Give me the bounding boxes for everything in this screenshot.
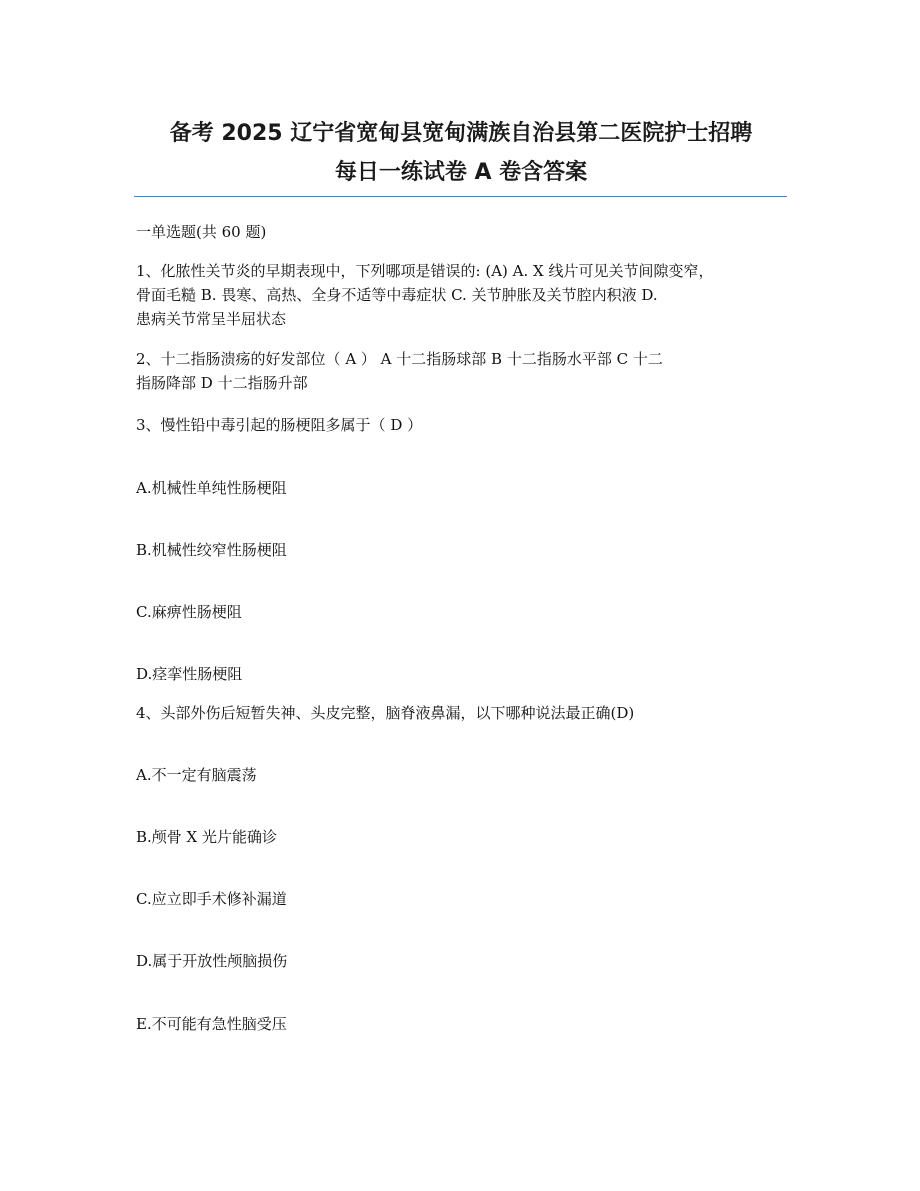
question-4-option-b: B.颅骨 X 光片能确诊 bbox=[136, 828, 278, 846]
section-heading: 一单选题(共 60 题) bbox=[136, 223, 267, 241]
question-4-option-d: D.属于开放性颅脑损伤 bbox=[136, 952, 288, 970]
document-title bbox=[136, 114, 786, 192]
question-4-option-e: E.不可能有急性脑受压 bbox=[136, 1015, 287, 1033]
question-2-line-1: 2、十二指肠溃疡的好发部位（ A ） A 十二指肠球部 B 十二指肠水平部 C 十二 bbox=[136, 350, 663, 368]
title-line-1: 备考 2025 辽宁省宽甸县宽甸满族自治县第二医院护士招聘 bbox=[169, 121, 753, 146]
question-3-option-c: C.麻痹性肠梗阻 bbox=[136, 603, 242, 621]
question-2 bbox=[136, 347, 776, 395]
question-3-option-d: D.痉挛性肠梗阻 bbox=[136, 665, 243, 683]
question-2-line-2: 指肠降部 D 十二指肠升部 bbox=[136, 374, 308, 392]
question-1-line-1: 1、化脓性关节炎的早期表现中，下列哪项是错误的: (A) A. X 线片可见关节间隙变窄， bbox=[136, 262, 714, 280]
title-line-2: 每日一练试卷 A 卷含答案 bbox=[334, 160, 588, 185]
question-1 bbox=[136, 259, 776, 331]
question-3-option-a: A.机械性单纯性肠梗阻 bbox=[136, 479, 287, 497]
title-divider bbox=[134, 196, 787, 197]
question-4-option-a: A.不一定有脑震荡 bbox=[136, 766, 257, 784]
question-1-line-2: 骨面毛糙 B. 畏寒、高热、全身不适等中毒症状 C. 关节肿胀及关节腔内积液 D. bbox=[136, 286, 658, 304]
question-4-option-c: C.应立即手术修补漏道 bbox=[136, 890, 287, 908]
question-3-option-b: B.机械性绞窄性肠梗阻 bbox=[136, 541, 287, 559]
question-1-line-3: 患病关节常呈半屈状态 bbox=[136, 310, 287, 328]
question-3-stem: 3、慢性铅中毒引起的肠梗阻多属于（ D ） bbox=[136, 416, 423, 434]
question-4-stem: 4、头部外伤后短暂失神、头皮完整，脑脊液鼻漏，以下哪种说法最正确(D) bbox=[136, 704, 635, 722]
